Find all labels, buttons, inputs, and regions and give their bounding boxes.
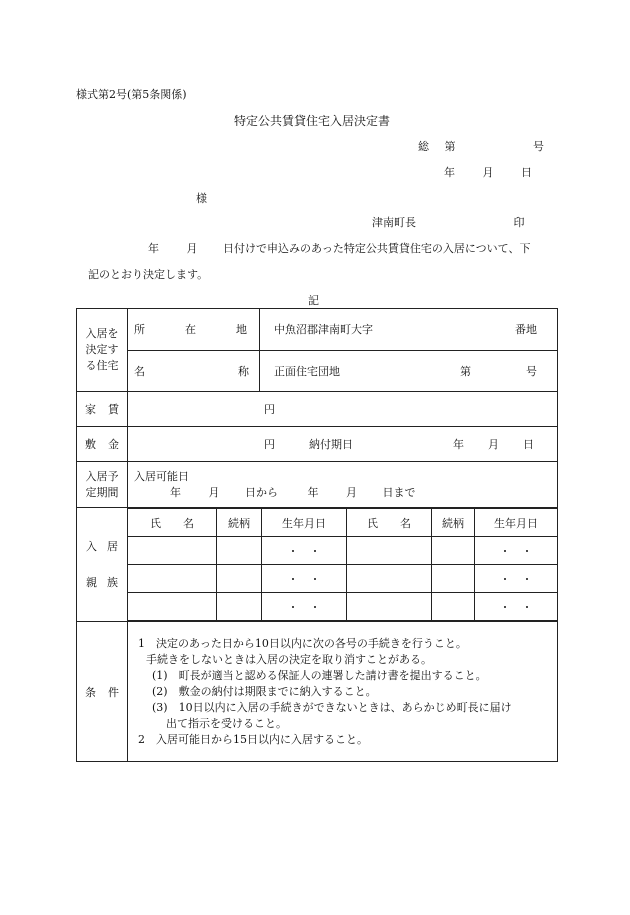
addressee-suffix: 様 — [196, 192, 207, 205]
number-go: 号 — [533, 140, 544, 153]
family-header-dob-2: 生年月日 — [475, 509, 558, 537]
name-label: 名 称 — [128, 351, 260, 392]
address-label: 所 在 地 — [128, 309, 260, 350]
issuer-name: 津南町長 — [372, 216, 416, 229]
family-label: 入 居 親 族 — [77, 508, 128, 622]
conditions-label: 条 件 — [77, 622, 128, 762]
intro-month: 月 — [186, 242, 198, 255]
date-day: 日 — [521, 166, 532, 179]
conditions-body: 1 決定のあった日から10日以内に次の各号の手続きを行うこと。 手続きをしないときは入居の決定を取り消すことがある。 (1) 町長が適当と認める保証人の連署した請け書を提出すること。 (2) 敷金の納付は期限までに納入すること。 (3) 10日以内に入居の手続きができないときは、あらかじめ町長に届け 出て指示を受けること。 2 入居可能日から15日以内に入居すること。 — [128, 622, 558, 762]
name-value: 正面住宅団地 第 号 — [274, 364, 537, 378]
number-dai: 第 — [444, 140, 456, 153]
family-header-dob-1: 生年月日 — [262, 509, 347, 537]
issuer-line — [372, 214, 525, 230]
form-number: 様式第2号(第5条関係) — [76, 88, 187, 101]
family-table — [127, 508, 558, 621]
issue-date — [444, 164, 532, 180]
ki-heading: 記 — [308, 294, 319, 307]
seal-mark: 印 — [513, 216, 525, 229]
decision-table — [76, 308, 558, 762]
table-row: ・ ・ ・ ・ — [128, 565, 558, 593]
number-line — [418, 138, 544, 154]
housing-label: 入居を決定する住宅 — [77, 309, 128, 392]
family-header-relation-2: 続柄 — [432, 509, 475, 537]
table-row: ・ ・ ・ ・ — [128, 537, 558, 565]
deposit-label: 敷 金 — [77, 427, 128, 462]
date-year: 年 — [444, 166, 455, 179]
table-row: ・ ・ ・ ・ — [128, 593, 558, 621]
family-header-relation-1: 続柄 — [217, 509, 262, 537]
deposit-value: 円 納付期日 年 月 日 — [128, 427, 558, 462]
address-value: 中魚沼郡津南町大字 番地 — [274, 323, 537, 337]
number-prefix: 総 — [418, 140, 429, 153]
intro-text: 日付けで申込みのあった特定公共賃貸住宅の入居について、下 — [223, 242, 531, 255]
deposit-due-label: 納付期日 — [309, 438, 353, 451]
family-header-name-1: 氏 名 — [128, 509, 217, 537]
document-title: 特定公共賃貸住宅入居決定書 — [234, 114, 391, 128]
rent-label: 家 賃 — [77, 392, 128, 427]
date-month: 月 — [482, 166, 494, 179]
rent-value: 円 — [128, 392, 558, 427]
intro-line-2: 記のとおり決定します。 — [88, 268, 209, 281]
intro-line-1 — [148, 240, 530, 256]
intro-year: 年 — [148, 242, 159, 255]
family-header-name-2: 氏 名 — [347, 509, 432, 537]
period-label: 入居予定期間 — [77, 462, 128, 508]
period-value: 入居可能日 年 月 日から 年 月 日まで — [128, 462, 558, 508]
